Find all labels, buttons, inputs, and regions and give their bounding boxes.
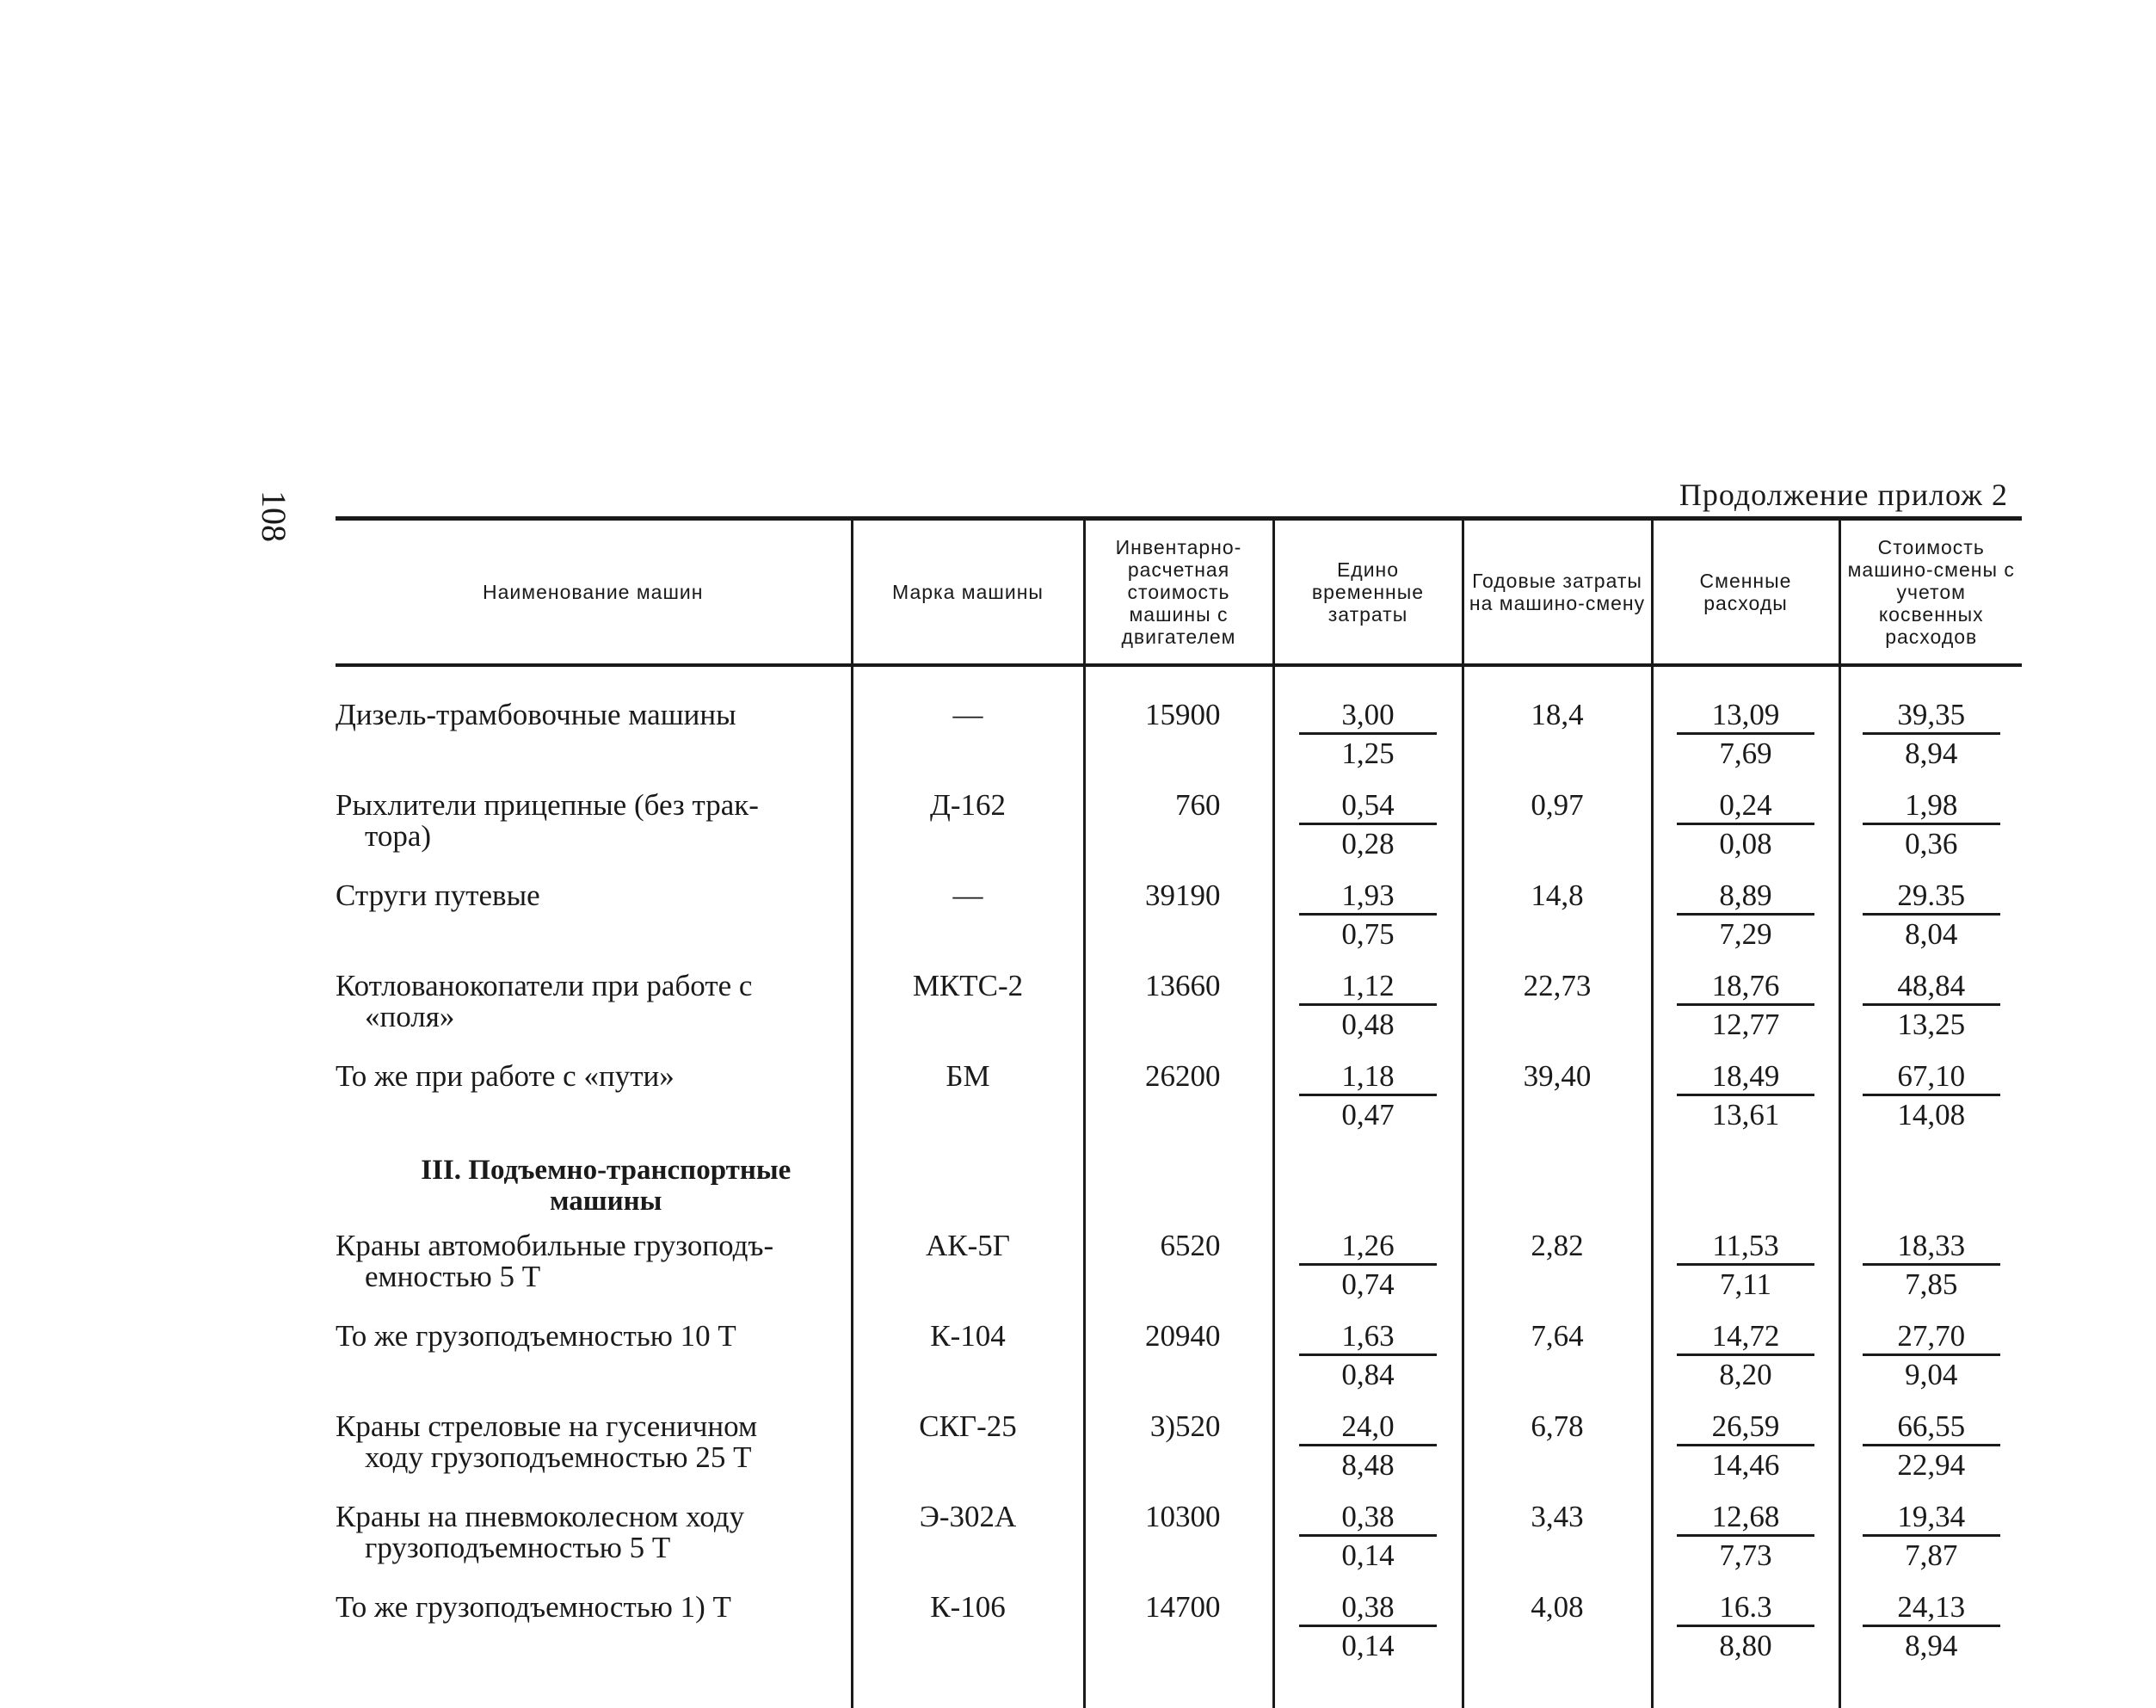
annual-cost: 18,4 [1463,691,1652,781]
table-row [336,1493,2022,1583]
shift-fraction: 16.3 8,80 [1654,1592,1839,1662]
machine-mark: К-106 [852,1583,1084,1674]
one-time-fraction: 0,38 0,14 [1275,1501,1462,1571]
machine-name: Краны стреловые на гусеничном [336,1409,758,1443]
header-mark: Марка машины [852,519,1084,666]
machine-name: Дизель-трамбовочные машины [336,698,736,731]
one-time-fraction: 0,38 0,14 [1275,1592,1462,1662]
section-row [336,1143,2022,1222]
annual-cost: 22,73 [1463,962,1652,1052]
one-time-fraction: 1,12 0,48 [1275,971,1462,1040]
table-row [336,1403,2022,1493]
inventory-cost: 3)520 [1084,1403,1273,1493]
inventory-cost: 13660 [1084,962,1273,1052]
cost-fraction: 29.35 8,04 [1841,880,2023,950]
machine-mark: Д-162 [852,781,1084,872]
table-row [336,1052,2022,1143]
annual-cost: 7,64 [1463,1312,1652,1403]
inventory-cost: 15900 [1084,691,1273,781]
cost-fraction: 27,70 9,04 [1841,1321,2023,1390]
table-row [336,1583,2022,1674]
section-title: III. Подъемно-транспортные машины [421,1155,792,1217]
inventory-cost: 6520 [1084,1222,1273,1312]
cost-fraction: 67,10 14,08 [1841,1061,2023,1131]
machine-mark: — [852,691,1084,781]
machine-name: То же при работе с «пути» [336,1059,675,1093]
cost-fraction: 24,13 8,94 [1841,1592,2023,1662]
machine-name-cont: емностью 5 Т [365,1260,541,1293]
machine-name-cont: «поля» [365,1000,455,1033]
table-row [336,872,2022,962]
machine-mark: Э-302А [852,1493,1084,1583]
annual-cost: 4,08 [1463,1583,1652,1674]
shift-fraction: 0,24 0,08 [1654,790,1839,860]
page-number: 108 [255,490,293,542]
machine-name: Котлованокопатели при работе с [336,969,753,1002]
machine-name-cont: грузоподъемностью 5 Т [365,1531,671,1564]
table-header-row [336,519,2022,666]
shift-fraction: 12,68 7,73 [1654,1501,1839,1571]
table-row [336,781,2022,872]
machine-mark: — [852,872,1084,962]
machine-name: Краны автомобильные грузоподъ- [336,1229,774,1262]
annual-cost: 6,78 [1463,1403,1652,1493]
one-time-fraction: 1,26 0,74 [1275,1230,1462,1300]
header-cost: Стоимость машино-смены с учетом косвенных расходов [1839,519,2022,666]
shift-fraction: 18,49 13,61 [1654,1061,1839,1131]
machine-name-cont: ходу грузоподъемностью 25 Т [365,1440,752,1474]
continuation-title: Продолжение прилож 2 [1679,478,2008,512]
cost-fraction: 66,55 22,94 [1841,1411,2023,1481]
header-name: Наименование машин [336,519,852,666]
one-time-fraction: 1,18 0,47 [1275,1061,1462,1131]
machine-name: Рыхлители прицепные (без трак- [336,788,759,822]
inventory-cost: 14700 [1084,1583,1273,1674]
machine-name: То же грузоподъемностью 1) Т [336,1590,731,1624]
shift-fraction: 8,89 7,29 [1654,880,1839,950]
inventory-cost: 10300 [1084,1493,1273,1583]
machine-name: То же грузоподъемностью 10 Т [336,1319,736,1353]
machine-mark: СКГ-25 [852,1403,1084,1493]
inventory-cost: 760 [1084,781,1273,872]
cost-fraction: 18,33 7,85 [1841,1230,2023,1300]
one-time-fraction: 1,93 0,75 [1275,880,1462,950]
shift-fraction: 18,76 12,77 [1654,971,1839,1040]
inventory-cost: 39190 [1084,872,1273,962]
machine-name: Краны на пневмоколесном ходу [336,1500,745,1533]
header-inventory: Инвентарно-расчетная стоимость машины с двигателем [1084,519,1273,666]
machine-name: Струги путевые [336,879,540,912]
annual-cost: 2,82 [1463,1222,1652,1312]
machine-mark: АК-5Г [852,1222,1084,1312]
cost-fraction: 1,98 0,36 [1841,790,2023,860]
header-shift: Сменные расходы [1652,519,1839,666]
machine-name-cont: тора) [365,819,432,853]
annual-cost: 14,8 [1463,872,1652,962]
table-row [336,962,2022,1052]
shift-fraction: 26,59 14,46 [1654,1411,1839,1481]
machine-mark: БМ [852,1052,1084,1143]
one-time-fraction: 3,00 1,25 [1275,700,1462,769]
annual-cost: 0,97 [1463,781,1652,872]
one-time-fraction: 0,54 0,28 [1275,790,1462,860]
shift-fraction: 13,09 7,69 [1654,700,1839,769]
cost-fraction: 19,34 7,87 [1841,1501,2023,1571]
table-row [336,1312,2022,1403]
machine-mark: МКТС-2 [852,962,1084,1052]
machine-cost-table [336,516,2022,1708]
cost-fraction: 39,35 8,94 [1841,700,2023,769]
annual-cost: 3,43 [1463,1493,1652,1583]
annual-cost: 39,40 [1463,1052,1652,1143]
inventory-cost: 20940 [1084,1312,1273,1403]
cost-fraction: 48,84 13,25 [1841,971,2023,1040]
table-row [336,691,2022,781]
inventory-cost: 26200 [1084,1052,1273,1143]
table-row [336,1222,2022,1312]
one-time-fraction: 1,63 0,84 [1275,1321,1462,1390]
shift-fraction: 11,53 7,11 [1654,1230,1839,1300]
shift-fraction: 14,72 8,20 [1654,1321,1839,1390]
header-one-time: Едино временные затраты [1273,519,1463,666]
one-time-fraction: 24,0 8,48 [1275,1411,1462,1481]
machine-mark: К-104 [852,1312,1084,1403]
header-annual: Годовые затраты на машино-смену [1463,519,1652,666]
